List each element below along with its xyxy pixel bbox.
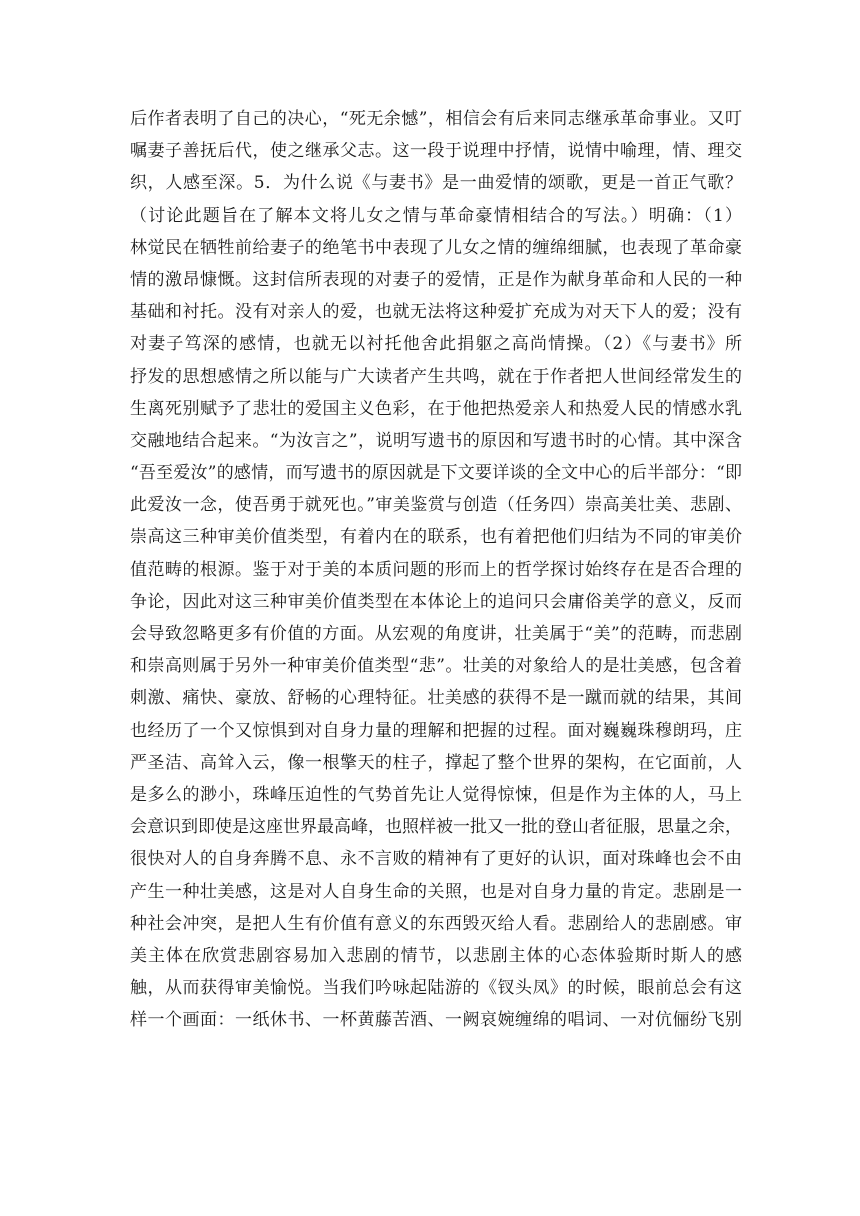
text-line: 情的激昂慷慨。这封信所表现的对妻子的爱情，正是作为献身革命和人民的一种	[130, 269, 742, 290]
text-line: 是多么的渺小，珠峰压迫性的气势首先让人觉得惊悚，但是作为主体的人，马上	[130, 784, 742, 805]
text-line: 对妻子笃深的感情，也就无以衬托他舍此捐躯之高尚情操。（2）《与妻书》所	[130, 334, 742, 355]
text-line: 美主体在欣赏悲剧容易加入悲剧的情节，以悲剧主体的心态体验斯时斯人的感	[130, 945, 742, 966]
text-line: 严圣洁、高耸入云，像一根擎天的柱子，撑起了整个世界的架构，在它面前，人	[130, 752, 742, 773]
text-line: 生离死别赋予了悲壮的爱国主义色彩，在于他把热爱亲人和热爱人民的情感水乳	[130, 398, 742, 419]
text-line: 织，人感至深。5．为什么说《与妻书》是一曲爱情的颂歌，更是一首正气歌？	[130, 173, 742, 194]
text-line: 会意识到即使是这座世界最高峰，也照样被一批又一批的登山者征服，思量之余，	[130, 817, 742, 838]
text-line: 刺激、痛快、豪放、舒畅的心理特征。壮美感的获得不是一蹴而就的结果，其间	[130, 688, 742, 709]
text-line: 交融地结合起来。“为汝言之”，说明写遗书的原因和写遗书时的心情。其中深含	[130, 430, 742, 451]
text-line: 样一个画面：一纸休书、一杯黄藤苦酒、一阙哀婉缠绵的唱词、一对伉俪纷飞别	[130, 1010, 742, 1031]
text-line: 此爱汝一念，使吾勇于就死也。”审美鉴赏与创造（任务四）崇高美壮美、悲剧、	[130, 495, 742, 516]
text-line: 会导致忽略更多有价值的方面。从宏观的角度讲，壮美属于“美”的范畴，而悲剧	[130, 624, 742, 644]
text-line: 值范畴的根源。鉴于对于美的本质问题的形而上的哲学探讨始终存在是否合理的	[130, 559, 742, 580]
text-line: 触，从而获得审美愉悦。当我们吟咏起陆游的《钗头凤》的时候，眼前总会有这	[130, 978, 742, 999]
text-line: “吾至爱汝”的感情，而写遗书的原因就是下文要详谈的全文中心的后半部分：“即	[130, 463, 742, 484]
text-line: 抒发的思想感情之所以能与广大读者产生共鸣，就在于作者把人世间经常发生的	[130, 366, 742, 387]
text-line: （讨论此题旨在了解本文将儿女之情与革命豪情相结合的写法。）明确：（1）	[130, 205, 742, 226]
text-line: 也经历了一个又惊惧到对自身力量的理解和把握的过程。面对巍巍珠穆朗玛，庄	[130, 720, 742, 741]
text-line: 嘱妻子善抚后代，使之继承父志。这一段于说理中抒情，说情中喻理，情、理交	[130, 141, 742, 162]
text-line: 争论，因此对这三种审美价值类型在本体论上的追问只会庸俗美学的意义，反而	[130, 591, 742, 612]
text-line: 林觉民在牺牲前给妻子的绝笔书中表现了儿女之情的缠绵细腻，也表现了革命豪	[130, 237, 742, 258]
text-line: 后作者表明了自己的决心，“死无余憾”，相信会有后来同志继承革命事业。又叮	[130, 109, 742, 129]
text-line: 种社会冲突，是把人生有价值有意义的东西毁灭给人看。悲剧给人的悲剧感。审	[130, 913, 742, 934]
text-line: 基础和衬托。没有对亲人的爱，也就无法将这种爱扩充成为对天下人的爱；没有	[130, 302, 742, 323]
text-line: 崇高这三种审美价值类型，有着内在的联系，也有着把他们归结为不同的审美价	[130, 527, 742, 548]
text-line: 和崇高则属于另外一种审美价值类型“悲”。壮美的对象给人的是壮美感，包含着	[130, 656, 742, 677]
body-text	[130, 103, 742, 1036]
text-line: 很快对人的自身奔腾不息、永不言败的精神有了更好的认识，面对珠峰也会不由	[130, 849, 742, 870]
text-line: 产生一种壮美感，这是对人自身生命的关照，也是对自身力量的肯定。悲剧是一	[130, 881, 742, 902]
